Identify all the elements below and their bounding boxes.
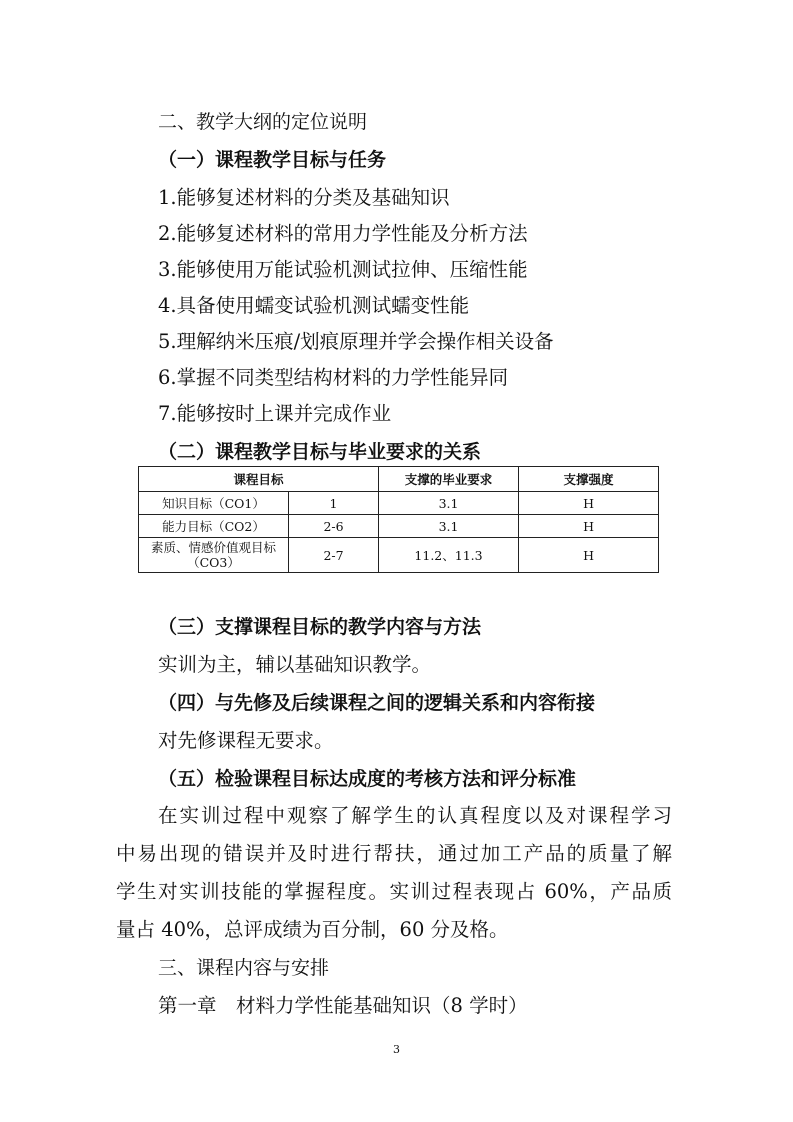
assessment-paragraph-line-2: 中易出现的错误并及时进行帮扶，通过加工产品的质量了解: [116, 842, 672, 865]
course-relations-text: 对先修课程无要求。: [158, 729, 334, 752]
objective-item-1: 1.能够复述材料的分类及基础知识: [158, 186, 450, 209]
teaching-content-text: 实训为主，辅以基础知识教学。: [158, 653, 432, 676]
subheading-course-objectives: （一）课程教学目标与任务: [158, 149, 387, 171]
cell-objective-items: 1: [289, 492, 379, 515]
objectives-requirements-table: [138, 466, 659, 573]
objective-item-5: 5.理解纳米压痕/划痕原理并学会操作相关设备: [158, 330, 554, 353]
cell-goal: 素质、情感价值观目标（CO3）: [139, 538, 289, 573]
cell-goal: 能力目标（CO2）: [139, 515, 289, 538]
table-row: [139, 492, 659, 515]
subheading-objectives-requirements: （二）课程教学目标与毕业要求的关系: [158, 441, 482, 463]
cell-objective-items: 2-6: [289, 515, 379, 538]
objective-item-4: 4.具备使用蠕变试验机测试蠕变性能: [158, 294, 470, 317]
cell-objective-items: 2-7: [289, 538, 379, 573]
assessment-paragraph-line-4: 量占 40%，总评成绩为百分制，60 分及格。: [116, 918, 509, 941]
assessment-paragraph-line-3: 学生对实训技能的掌握程度。实训过程表现占 60%，产品质: [116, 880, 672, 903]
header-course-goal: 课程目标: [139, 467, 379, 492]
header-graduation-requirement: 支撑的毕业要求: [379, 467, 519, 492]
cell-requirement: 3.1: [379, 515, 519, 538]
subheading-course-relations: （四）与先修及后续课程之间的逻辑关系和内容衔接: [158, 692, 596, 714]
cell-strength: H: [519, 538, 659, 573]
subheading-teaching-content: （三）支撑课程目标的教学内容与方法: [158, 616, 482, 638]
objective-item-6: 6.掌握不同类型结构材料的力学性能异同: [158, 366, 509, 389]
table-header-row: [139, 467, 659, 492]
cell-goal: 知识目标（CO1）: [139, 492, 289, 515]
page-number: 3: [393, 1043, 400, 1056]
assessment-paragraph-line-1: 在实训过程中观察了解学生的认真程度以及对课程学习: [158, 804, 672, 827]
cell-requirement: 3.1: [379, 492, 519, 515]
header-support-strength: 支撑强度: [519, 467, 659, 492]
subheading-assessment: （五）检验课程目标达成度的考核方法和评分标准: [158, 768, 577, 790]
cell-strength: H: [519, 515, 659, 538]
section-heading-course-content: 三、课程内容与安排: [158, 957, 330, 979]
table-row: [139, 538, 659, 573]
objective-item-2: 2.能够复述材料的常用力学性能及分析方法: [158, 222, 528, 245]
section-heading-positioning: 二、教学大纲的定位说明: [158, 111, 368, 133]
table-row: [139, 515, 659, 538]
cell-requirement: 11.2、11.3: [379, 538, 519, 573]
chapter-1-title: 第一章 材料力学性能基础知识（8 学时）: [158, 994, 528, 1017]
objective-item-7: 7.能够按时上课并完成作业: [158, 402, 392, 425]
objective-item-3: 3.能够使用万能试验机测试拉伸、压缩性能: [158, 258, 528, 281]
cell-strength: H: [519, 492, 659, 515]
